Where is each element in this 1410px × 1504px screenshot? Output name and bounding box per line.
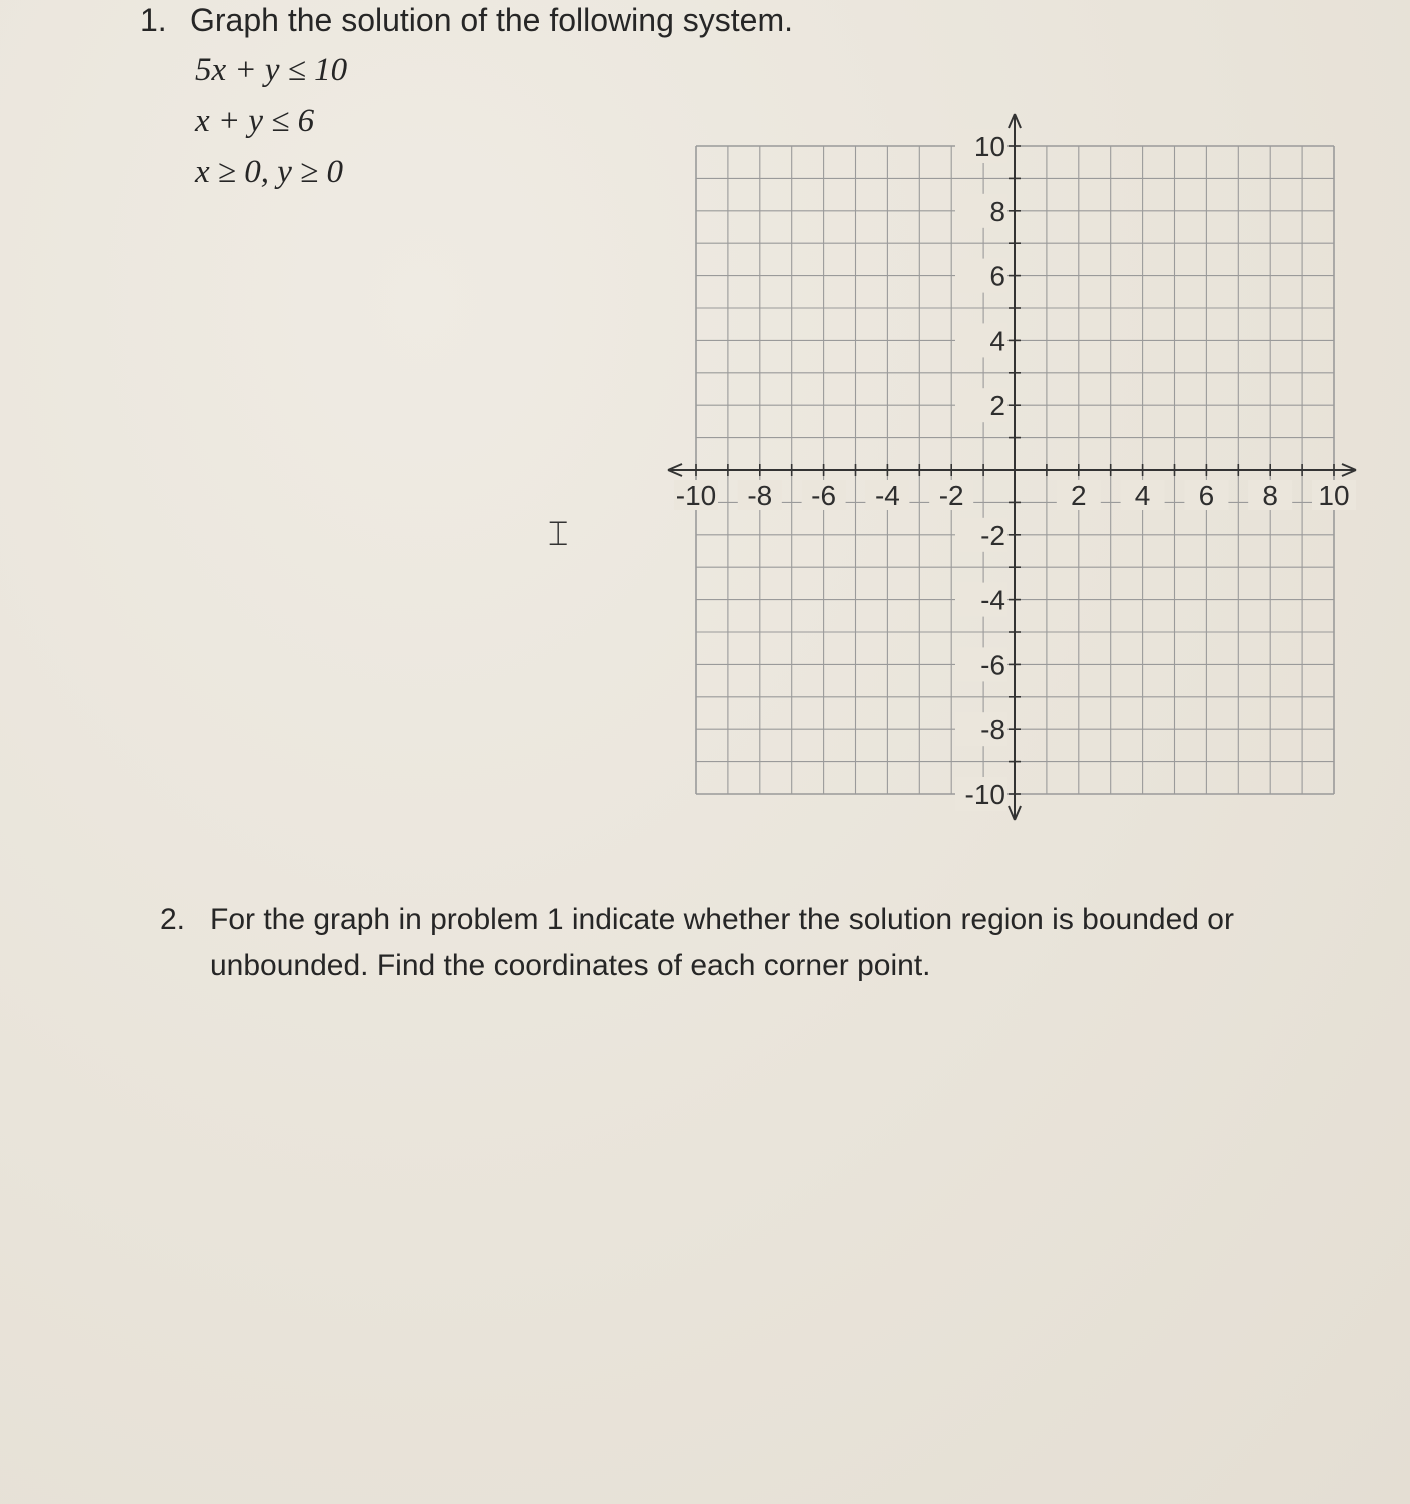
y-tick-label: -8 [980, 714, 1005, 746]
problem-1-title [140, 2, 793, 39]
y-tick-label: 10 [973, 131, 1005, 162]
x-tick-label: 8 [1262, 480, 1278, 511]
y-tick-label: 4 [989, 325, 1005, 357]
problem-1-number: 1. [140, 2, 167, 38]
y-tick-label: 8 [989, 195, 1005, 227]
inequality-3: x ≥ 0, y ≥ 0 [195, 154, 344, 190]
y-tick-label: -2 [980, 519, 1005, 551]
x-tick-label: -10 [675, 480, 717, 511]
problem-2-number: 2. [160, 903, 186, 936]
x-tick-label: 4 [1134, 480, 1151, 511]
y-tick-label: -10 [964, 779, 1005, 810]
x-tick-label: -6 [811, 480, 837, 511]
problem-2 [160, 897, 1390, 989]
x-tick-label: -8 [747, 480, 773, 511]
y-tick-label: 6 [989, 260, 1005, 292]
problem-2-text: For the graph in problem 1 indicate whether the solution region is bounded or unbounded. Find the coordinates of each corner point. [210, 903, 1234, 982]
text-cursor-icon: ⌶ [548, 514, 569, 554]
y-tick-label: -4 [980, 584, 1005, 616]
y-tick-label: -6 [980, 649, 1005, 681]
x-tick-label: -2 [938, 480, 964, 511]
x-tick-label: 2 [1071, 480, 1087, 511]
problem-1-text: Graph the solution of the following system. [190, 2, 793, 38]
y-tick-label: 2 [989, 390, 1005, 422]
inequality-2: x + y ≤ 6 [195, 103, 315, 139]
inequality-1: 5x + y ≤ 10 [195, 52, 348, 88]
x-tick-label: 10 [1318, 480, 1350, 511]
x-tick-label: 6 [1198, 480, 1215, 511]
x-tick-label: -4 [874, 480, 900, 511]
coordinate-grid [650, 100, 1370, 840]
